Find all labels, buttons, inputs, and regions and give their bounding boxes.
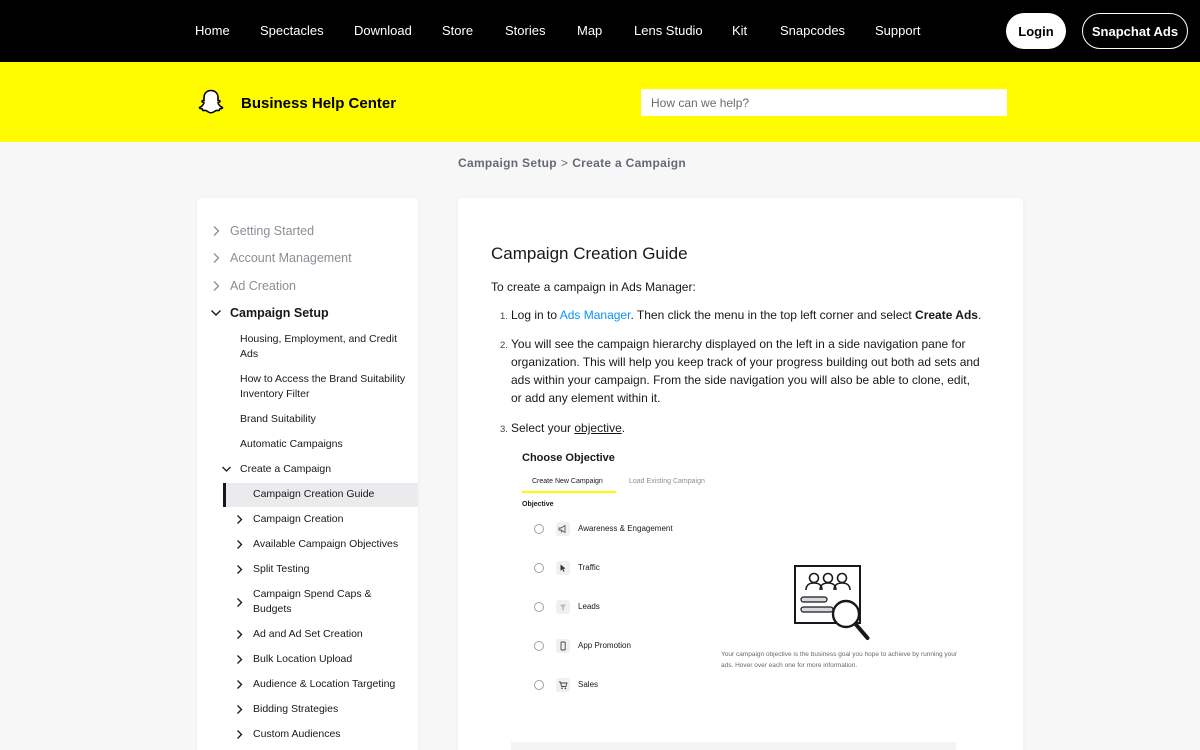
- step-3: [511, 419, 991, 437]
- sidebar-item-available-objectives[interactable]: Available Campaign Objectives: [253, 538, 399, 550]
- step-number: 3.: [500, 424, 508, 435]
- sidebar-item-getting-started[interactable]: Getting Started: [230, 224, 315, 238]
- nav-spectacles[interactable]: Spectacles: [260, 23, 324, 38]
- nav-download[interactable]: Download: [354, 23, 412, 38]
- sidebar-subitem-automatic-campaigns[interactable]: Automatic Campaigns: [240, 438, 343, 450]
- breadcrumb-current[interactable]: Create a Campaign: [572, 156, 687, 170]
- radio-leads: [534, 602, 544, 612]
- radio-app-promotion: [534, 641, 544, 651]
- chevron-right-icon: [235, 597, 244, 608]
- chevron-right-icon: [211, 225, 221, 237]
- objective-description: Your campaign objective is the business goal you hope to achieve by running your ads. Hover over each one for more information.: [721, 651, 958, 669]
- nav-kit[interactable]: Kit: [732, 23, 748, 38]
- cart-icon: [556, 678, 570, 692]
- sidebar-item-account-management[interactable]: Account Management: [230, 251, 352, 265]
- step-3-text: .: [621, 421, 626, 435]
- objective-label: Objective: [522, 501, 554, 508]
- sidebar-item-ad-set-creation[interactable]: Ad and Ad Set Creation: [253, 628, 363, 640]
- sidebar-item-campaign-setup[interactable]: Campaign Setup: [230, 306, 329, 320]
- breadcrumb: [458, 156, 686, 170]
- step-1-text: . Then click the menu in the top left corner and select: [630, 308, 916, 322]
- step-number: 2.: [500, 340, 508, 351]
- chevron-right-icon: [211, 280, 221, 292]
- login-button[interactable]: Login: [1006, 13, 1066, 49]
- top-navigation: [0, 0, 1200, 62]
- step-1-text: .: [977, 308, 982, 322]
- next-figure-placeholder: [511, 742, 956, 750]
- chevron-right-icon: [235, 629, 244, 640]
- sidebar-item-audience-targeting[interactable]: Audience & Location Targeting: [253, 678, 396, 690]
- sidebar-subitem-brand-suitability[interactable]: Brand Suitability: [240, 413, 316, 425]
- help-center-header: [0, 62, 1200, 142]
- tab-load-existing-campaign: Load Existing Campaign: [629, 478, 705, 485]
- step-2: You will see the campaign hierarchy displayed on the left in a side navigation pane for organization. This will help you keep track of your progress building out both ad sets and ads within your campaign. From the side navigation you will also be able to clone, edit, or add any element within it.: [511, 337, 980, 405]
- sidebar-item-campaign-creation-guide[interactable]: Campaign Creation Guide: [253, 488, 375, 500]
- article-title: Campaign Creation Guide: [491, 244, 688, 263]
- sidebar-item-ad-creation[interactable]: Ad Creation: [230, 279, 297, 293]
- ads-manager-link[interactable]: Ads Manager: [559, 308, 631, 322]
- active-tab-underline: [522, 491, 616, 493]
- sidebar-subitem-brand-suitability-filter[interactable]: How to Access the Brand Suitability Inventory Filter: [240, 373, 406, 400]
- sidebar-item-split-testing[interactable]: Split Testing: [253, 563, 310, 575]
- snapchat-ads-button[interactable]: Snapchat Ads: [1082, 13, 1188, 49]
- step-number: 1.: [500, 311, 508, 322]
- step-1: [511, 306, 991, 324]
- search-input[interactable]: [641, 89, 1007, 116]
- chevron-down-icon: [221, 465, 232, 474]
- option-awareness: Awareness & Engagement: [578, 524, 673, 533]
- sidebar-item-spend-caps[interactable]: Campaign Spend Caps & Budgets: [253, 588, 372, 615]
- radio-traffic: [534, 563, 544, 573]
- nav-snapcodes[interactable]: Snapcodes: [780, 23, 846, 38]
- sidebar-subitem-housing[interactable]: Housing, Employment, and Credit Ads: [240, 333, 397, 360]
- cursor-icon: [556, 561, 570, 575]
- chevron-right-icon: [235, 564, 244, 575]
- create-ads-text: Create Ads: [915, 308, 978, 322]
- nav-store[interactable]: Store: [442, 23, 474, 38]
- phone-icon: [556, 639, 570, 653]
- sidebar-item-custom-audiences[interactable]: Custom Audiences: [253, 728, 341, 740]
- chevron-right-icon: [235, 539, 244, 550]
- sidebar-item-bulk-location[interactable]: Bulk Location Upload: [253, 653, 353, 665]
- choose-objective-title: Choose Objective: [522, 452, 615, 464]
- option-sales: Sales: [578, 680, 599, 689]
- snapchat-ghost-icon[interactable]: [197, 88, 225, 116]
- article-intro: To create a campaign in Ads Manager:: [491, 280, 696, 294]
- breadcrumb-parent[interactable]: Campaign Setup: [458, 156, 557, 170]
- option-app-promotion: App Promotion: [578, 641, 631, 650]
- option-leads: Leads: [578, 602, 600, 611]
- step-3-text: Select your: [511, 421, 575, 435]
- breadcrumb-separator: >: [560, 156, 569, 170]
- tab-create-new-campaign: Create New Campaign: [532, 478, 603, 485]
- chevron-right-icon: [235, 654, 244, 665]
- nav-home[interactable]: Home: [195, 23, 230, 38]
- objective-link[interactable]: objective: [574, 421, 622, 435]
- funnel-icon: [556, 600, 570, 614]
- help-center-title[interactable]: Business Help Center: [241, 95, 397, 112]
- chevron-right-icon: [235, 729, 244, 740]
- chevron-right-icon: [211, 252, 221, 264]
- chevron-right-icon: [235, 704, 244, 715]
- step-1-text: Log in to: [511, 308, 560, 322]
- chevron-right-icon: [235, 514, 244, 525]
- megaphone-icon: [556, 522, 570, 536]
- nav-stories[interactable]: Stories: [505, 23, 546, 38]
- sidebar-item-campaign-creation[interactable]: Campaign Creation: [253, 513, 344, 525]
- audience-search-illustration-icon: [792, 563, 874, 643]
- nav-lens-studio[interactable]: Lens Studio: [634, 23, 703, 38]
- radio-awareness: [534, 524, 544, 534]
- sidebar-subitem-create-a-campaign[interactable]: Create a Campaign: [240, 463, 332, 475]
- sidebar-item-bidding-strategies[interactable]: Bidding Strategies: [253, 703, 339, 715]
- nav-map[interactable]: Map: [577, 23, 603, 38]
- option-traffic: Traffic: [578, 563, 600, 572]
- chevron-right-icon: [235, 679, 244, 690]
- nav-support[interactable]: Support: [875, 23, 921, 38]
- chevron-down-icon: [210, 308, 222, 318]
- radio-sales: [534, 680, 544, 690]
